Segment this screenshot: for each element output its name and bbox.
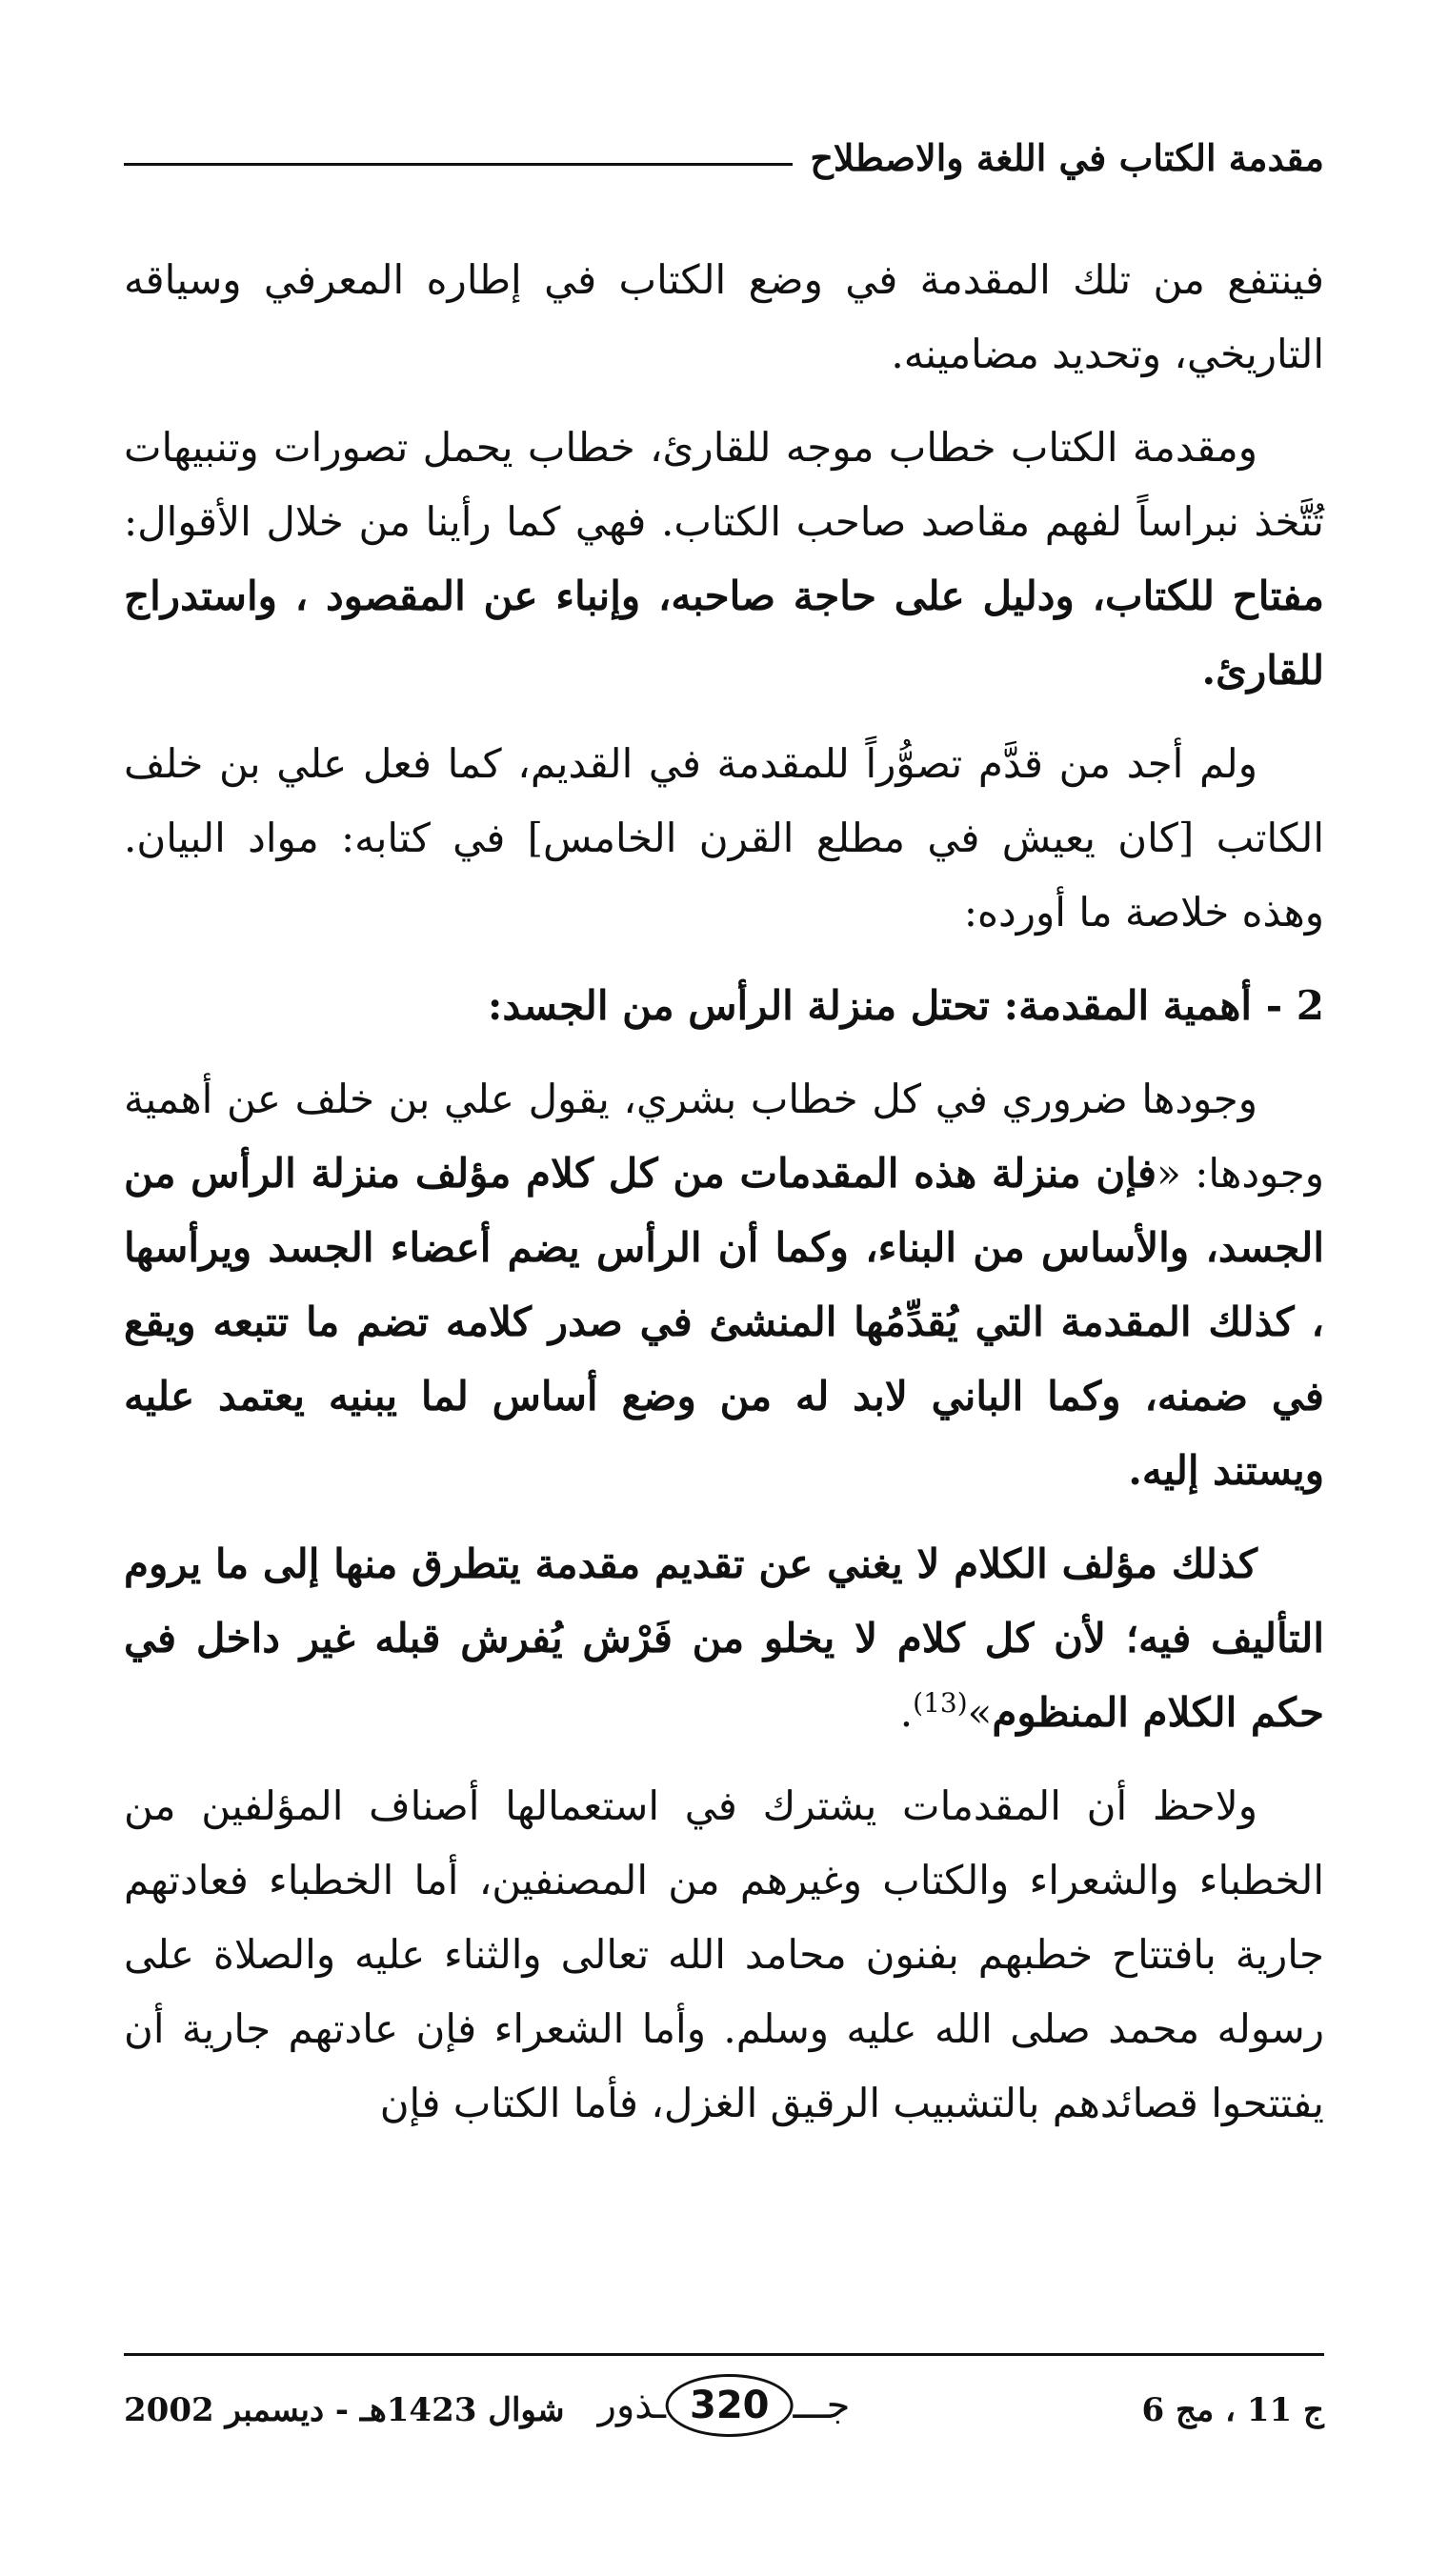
paragraph-2 (124, 411, 1324, 708)
paragraph-4-intro: وجودها ضروري في كل خطاب بشري، يقول علي بن خلف عن أهمية وجودها: « (124, 1076, 1324, 1197)
paragraph-3 (124, 727, 1324, 950)
journal-name-start: جـــ (793, 2384, 851, 2427)
body-text (124, 243, 1324, 2160)
footer-volume: ج 11 ، مج 6 (1141, 2391, 1324, 2429)
quote-close-mark: » (967, 1689, 993, 1736)
running-title: مقدمة الكتاب في اللغة والاصطلاح (810, 135, 1324, 179)
paragraph-1 (124, 243, 1324, 392)
paragraph-6 (124, 1769, 1324, 2141)
header-rule (124, 163, 793, 166)
paragraph-4 (124, 1062, 1324, 1508)
page-footer (124, 2370, 1324, 2456)
footnote-ref: (13) (913, 1687, 968, 1719)
paragraph-2-intro: ومقدمة الكتاب خطاب موجه للقارئ، خطاب يحمل تصورات وتنبيهات تُتَّخذ نبراساً لفهم مقاصد صاحب الكتاب. فهي كما رأينا من خلال الأقوال: (124, 424, 1324, 545)
footer-rule (124, 2353, 1324, 2356)
section-heading: 2 - أهمية المقدمة: تحتل منزلة الرأس من الجسد: (487, 982, 1324, 1029)
footer-date: شوال 1423هـ - ديسمبر 2002 (124, 2391, 565, 2429)
paragraph-4-quote: فإن منزلة هذه المقدمات من كل كلام مؤلف منزلة الرأس من الجسد، والأساس من البناء، وكما أن الرأس يضم أعضاء الجسد ويرأسها ، كذلك المقدمة التي يُقدِّمُها المنشئ في صدر كلامه تضم ما تتبعه ويقع في ضمنه، وكما الباني لابد له من وضع أساس لما يبنيه يعتمد عليه ويستند إليه. (124, 1150, 1324, 1494)
paragraph-5 (124, 1527, 1324, 1750)
paragraph-6-text: ولاحظ أن المقدمات يشترك في استعمالها أصناف المؤلفين من الخطباء والشعراء والكتاب وغيرهم من المصنفين، أما الخطباء فعادتهم جارية بافتتاح خطبهم بفنون محامد الله تعالى والثناء عليه والصلاة على رسوله محمد صلى الله عليه وسلم. وأما الشعراء فإن عادتهم جارية أن يفتتحوا قصائدهم بالتشبيب الرقيق الغزل، فأما الكتاب فإن (124, 1782, 1324, 2126)
paragraph-3-text: ولم أجد من قدَّم تصوُّراً للمقدمة في القديم، كما فعل علي بن خلف الكاتب [كان يعيش في مطلع القرن الخامس] في كتابه: مواد البيان. وهذه خلاصة ما أورده: (124, 740, 1324, 936)
paragraph-2-bold: مفتاح للكتاب، ودليل على حاجة صاحبه، وإنباء عن المقصود ، واستدراج للقارئ. (124, 573, 1324, 694)
paragraph-1-text: فينتفع من تلك المقدمة في وضع الكتاب في إطاره المعرفي وسياقه التاريخي، وتحديد مضامينه. (124, 256, 1324, 377)
paragraph-5-quote: كذلك مؤلف الكلام لا يغني عن تقديم مقدمة يتطرق منها إلى ما يروم التأليف فيه؛ لأن كل كلام لا يخلو من فَرْش يُفرش قبله غير داخل في حكم الكلام المنظوم (124, 1540, 1324, 1736)
footer-journal-mark (598, 2374, 851, 2437)
paragraph-5-end: . (899, 1689, 914, 1736)
running-header (124, 124, 1324, 191)
page-number: 320 (666, 2374, 794, 2437)
journal-name-end: ـذور (597, 2384, 666, 2427)
